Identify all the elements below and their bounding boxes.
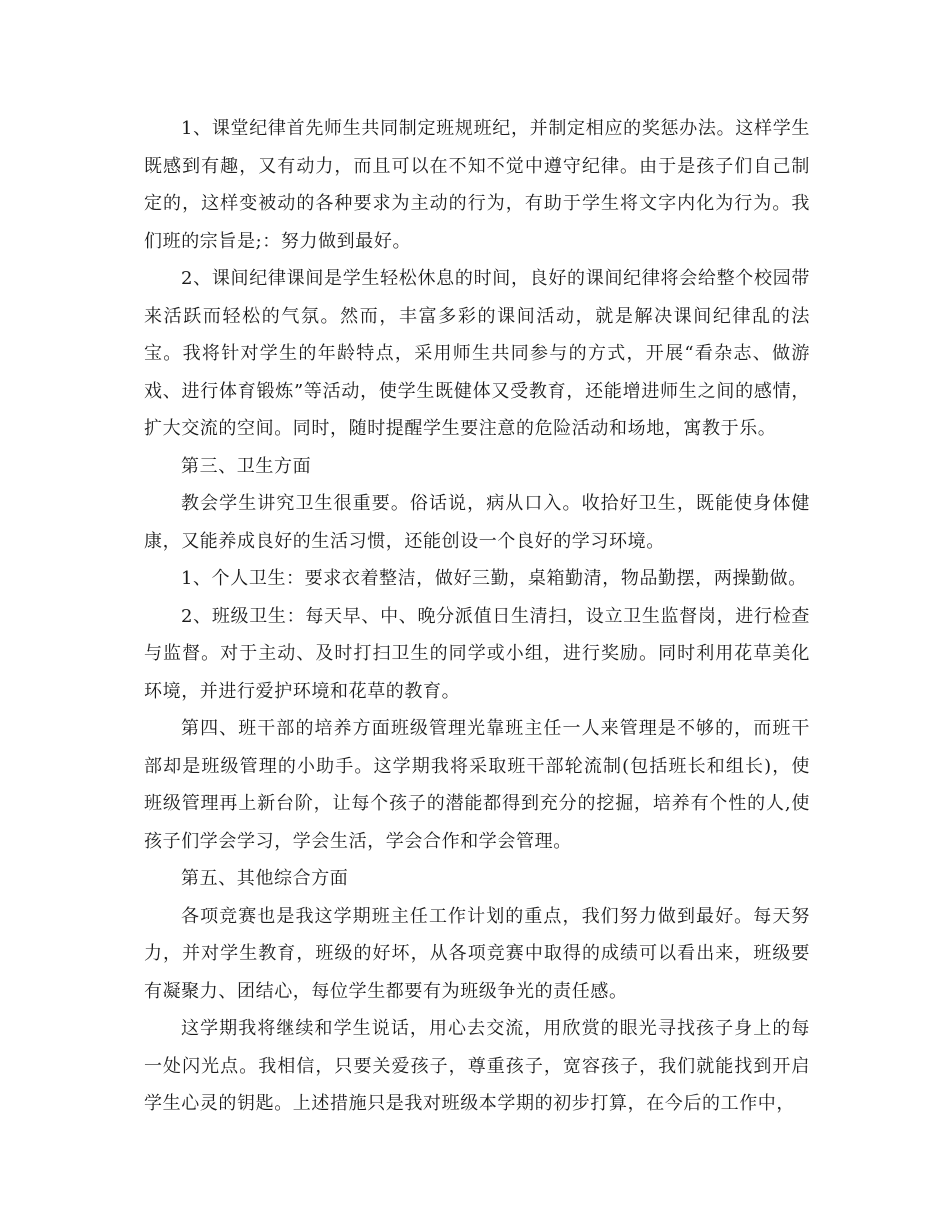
paragraph-class-cadres: 第四、班干部的培养方面班级管理光靠班主任一人来管理是不够的，而班干部却是班级管理的小助手。这学期我将采取班干部轮流制(包括班长和组长)，使班级管理再上新台阶，让每个孩子的潜能都得到充分的挖掘，培养有个性的人,使孩子们学会学习，学会生活，学会合作和学会管理。 — [144, 718, 810, 852]
document-body — [144, 110, 810, 1123]
paragraph-competitions: 各项竞赛也是我这学期班主任工作计划的重点，我们努力做到最好。每天努力，并对学生教育，班级的好坏，从各项竞赛中取得的成绩可以看出来，班级要有凝聚力、团结心，每位学生都要有为班级争光的责任感。 — [144, 905, 810, 1002]
heading-hygiene: 第三、卫生方面 — [181, 455, 312, 477]
paragraph-personal-hygiene: 1、个人卫生：要求衣着整洁，做好三勤，桌箱勤清，物品勤摆，两操勤做。 — [181, 568, 807, 589]
paragraph-class-hygiene: 2、班级卫生：每天早、中、晚分派值日生清扫，设立卫生监督岗，进行检查与监督。对于主动、及时打扫卫生的同学或小组，进行奖励。同时利用花草美化环境，并进行爱护环境和花草的教育。 — [144, 605, 810, 702]
paragraph-hygiene-intro: 教会学生讲究卫生很重要。俗话说，病从口入。收拾好卫生，既能使身体健康，又能养成良好的生活习惯，还能创设一个良好的学习环境。 — [144, 493, 810, 552]
paragraph-classroom-discipline: 1、课堂纪律首先师生共同制定班规班纪，并制定相应的奖惩办法。这样学生既感到有趣，又有动力，而且可以在不知不觉中遵守纪律。由于是孩子们自己制定的，这样变被动的各种要求为主动的行为，有助于学生将文字内化为行为。我们班的宗旨是;：努力做到最好。 — [144, 118, 810, 252]
paragraph-break-discipline: 2、课间纪律课间是学生轻松休息的时间，良好的课间纪律将会给整个校园带来活跃而轻松的气氛。然而，丰富多彩的课间活动，就是解决课间纪律乱的法宝。我将针对学生的年龄特点，采用师生共同参与的方式，开展“看杂志、做游戏、进行体育锻炼”等活动，使学生既健体又受教育，还能增进师生之间的感情，扩大交流的空间。同时，随时提醒学生要注意的危险活动和场地，寓教于乐。 — [144, 268, 810, 439]
heading-other-aspects: 第五、其他综合方面 — [181, 868, 349, 889]
paragraph-closing: 这学期我将继续和学生说话，用心去交流，用欣赏的眼光寻找孩子身上的每一处闪光点。我相信，只要关爱孩子，尊重孩子，宽容孩子，我们就能找到开启学生心灵的钥匙。上述措施只是我对班级本学期的初步打算，在今后的工作中， — [144, 1018, 810, 1114]
